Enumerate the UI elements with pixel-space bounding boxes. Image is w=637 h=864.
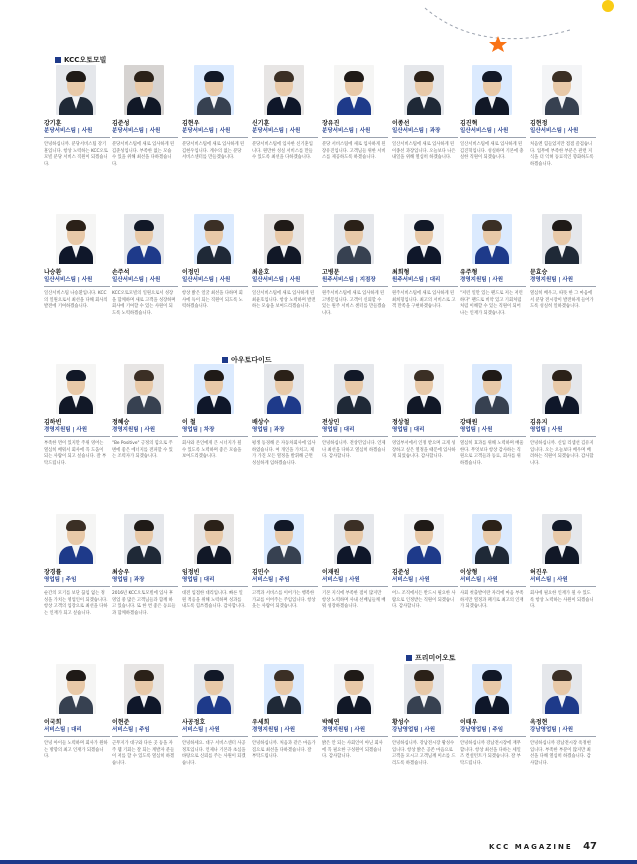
- employee-greeting: 처음엔 힘들었지만 점점 즐겁습니다. 업무에 부족한 부분은 관련 지식을 더 익혀 동료직인 향화하도록 하겠습니다.: [530, 142, 594, 167]
- dashed-arc: [425, 8, 570, 39]
- photo-hair-shape: [344, 71, 364, 82]
- photo-hair-shape: [344, 370, 364, 381]
- photo-hair-shape: [274, 220, 294, 231]
- employee-photo: [264, 65, 304, 115]
- employee-department: 일산서비스팀 | 사원: [44, 277, 110, 287]
- employee-department: 서비스팀 | 대리: [44, 727, 110, 737]
- employee-name: 이재원: [322, 569, 340, 576]
- employee-department: 분당서비스팀 | 사원: [112, 128, 178, 138]
- employee-photo: [472, 664, 512, 714]
- employee-card: [322, 664, 392, 761]
- employee-greeting: 회사에 필요한 인재가 될 수 있도록 항상 노력하는 사원이 되겠습니다.: [530, 591, 594, 610]
- photo-hair-shape: [274, 520, 294, 531]
- photo-hair-shape: [414, 370, 434, 381]
- employee-card: [322, 214, 392, 317]
- photo-hair-shape: [274, 71, 294, 82]
- employee-card: [252, 514, 322, 611]
- header-decoration: [420, 0, 637, 60]
- section-label-premier-auto: [406, 653, 456, 663]
- employee-department: 경영지원팀 | 사원: [44, 427, 110, 437]
- employee-name: 이 철: [182, 419, 196, 426]
- employee-photo: [542, 364, 582, 414]
- employee-department: 영업팀 | 사원: [460, 427, 526, 437]
- employee-photo: [334, 364, 374, 414]
- photo-hair-shape: [482, 520, 502, 531]
- photo-hair-shape: [344, 520, 364, 531]
- photo-hair-shape: [482, 670, 502, 681]
- employee-greeting: 안녕하십니까. 신입 리셉션 김유지입니다. 오는 오늘보다 배우며 배려하는 직원이 되겠습니다. 감사합니다.: [530, 441, 594, 466]
- section-marker: [222, 357, 228, 363]
- employee-greeting: "저런 일만 있는 팬드로 저는 저런하다" 팬드로 비약 있고 기회처럼 처럼 이해할 수 있는 직원이 되어 나는 인재가 되겠습니다.: [460, 291, 523, 316]
- photo-hair-shape: [414, 520, 434, 531]
- photo-hair-shape: [552, 71, 572, 82]
- employee-name: 최희형: [392, 269, 410, 276]
- employee-greeting: 안녕하십니까 강남전시장에 재무합니다. 항상 최선을 다하는 세일즈 컨설턴트가 되겠습니다. 잘 부탁드립니다.: [460, 741, 521, 766]
- employee-greeting: 일산서비스팀에 새로 입사하게 된 최윤호입니다. 항상 노력하며 발전하는 모습을 보여드리겠습니다.: [252, 291, 316, 310]
- employee-photo: [472, 514, 512, 564]
- employee-name: 이정민: [182, 269, 200, 276]
- photo-hair-shape: [66, 370, 86, 381]
- employee-department: 영업팀 | 대리: [322, 427, 388, 437]
- employee-card: [44, 65, 114, 168]
- employee-card: [460, 65, 530, 162]
- employee-photo: [124, 214, 164, 264]
- section-label-text: 프리미어오토: [415, 654, 456, 662]
- employee-name: 강태원: [460, 419, 478, 426]
- employee-photo: [542, 514, 582, 564]
- employee-card: [392, 65, 462, 162]
- employee-department: 강남영업팀 | 사원: [392, 727, 458, 737]
- employee-greeting: 어느 조직에서든 반드시 필요한 사람으로 인정받는 직원이 되겠습니다. 감사합니다.: [392, 591, 456, 610]
- employee-photo: [194, 664, 234, 714]
- photo-hair-shape: [66, 670, 86, 681]
- employee-photo: [334, 214, 374, 264]
- employee-name: 김진혁: [460, 120, 478, 127]
- employee-greeting: 항상 밝은 얼굴 최선을 다하며 회사에 득이 되는 직원이 되도록 노력하겠습니다.: [182, 291, 243, 310]
- photo-hair-shape: [134, 670, 154, 681]
- photo-hair-shape: [552, 520, 572, 531]
- employee-photo: [56, 65, 96, 115]
- employee-department: 일산서비스팀 | 사원: [182, 277, 248, 287]
- employee-photo: [334, 514, 374, 564]
- section-label-text: 아우토다이드: [231, 356, 272, 364]
- magazine-title: KCC MAGAZINE: [488, 843, 573, 851]
- employee-greeting: 사회 첫출발이란 자리에 마음 부족하지만 열정과 패기로 최고의 인재가 되겠습니다.: [460, 591, 524, 610]
- photo-hair-shape: [66, 520, 86, 531]
- employee-department: 분당서비스팀 | 사원: [44, 128, 110, 138]
- employee-name: 강기훈: [44, 120, 62, 127]
- photo-hair-shape: [134, 520, 154, 531]
- photo-hair-shape: [204, 71, 224, 82]
- employee-department: 분당서비스팀 | 사원: [252, 128, 318, 138]
- photo-hair-shape: [204, 370, 224, 381]
- employee-greeting: 분당서비스팀에 새로 입사하게 된 김준성입니다. 부족한 없는 모습 수 있을 위해 최선을 다하겠습니다.: [112, 142, 175, 167]
- employee-greeting: 순간의 모기를 보단 끊임 없는 정성을 가치는 영업인이 되겠습니다. 항상 고객의 입장으로 최선을 다하는 인재가 되고 싶습니다.: [44, 591, 108, 616]
- employee-photo: [542, 65, 582, 115]
- employee-photo: [404, 65, 444, 115]
- employee-card: [392, 214, 462, 311]
- employee-card: [252, 65, 322, 162]
- page-number: 47: [583, 841, 597, 852]
- employee-card: [112, 514, 182, 617]
- employee-photo: [264, 364, 304, 414]
- employee-greeting: 부족한 면이 있지만 주위 영어는 열심히 배워서 회사에 꼭 도움이 되는 사람이 되고 싶습니다. 잘 부탁드립니다.: [44, 441, 107, 466]
- employee-greeting: 회사와 본인에게 큰 시너지가 될 수 있도록 노력하며 좋은 모습을 보여드리겠습니다.: [182, 441, 242, 460]
- employee-card: [182, 214, 252, 311]
- photo-hair-shape: [66, 71, 86, 82]
- employee-card: [460, 664, 530, 767]
- employee-department: 분당서비스팀 | 사원: [322, 128, 388, 138]
- employee-card: [112, 65, 182, 168]
- employee-card: [530, 664, 600, 767]
- employee-name: 임정빈: [182, 569, 200, 576]
- employee-name: 최승우: [112, 569, 130, 576]
- photo-hair-shape: [552, 370, 572, 381]
- employee-greeting: "Be Positive" 긍정의 힘으로 주변에 좋은 에너지를 전파할 수 있는 조력자가 되겠습니다.: [112, 441, 173, 460]
- employee-card: [44, 214, 114, 311]
- employee-department: 강남영업팀 | 사원: [530, 727, 596, 737]
- employee-name: 김준성: [392, 569, 410, 576]
- employee-photo: [472, 65, 512, 115]
- employee-name: 이종선: [392, 120, 410, 127]
- employee-greeting: KCC오토모빌의 일원으로서 성장을 함께하며 새로 고객을 성장하며 회사에 기여할 수 있는 사원이 되도록 노력하겠습니다.: [112, 291, 176, 316]
- employee-card: [530, 65, 600, 168]
- employee-photo: [194, 514, 234, 564]
- employee-department: 원주서비스팀 | 지점장: [322, 277, 388, 287]
- employee-name: 나승환: [44, 269, 62, 276]
- employee-photo: [542, 664, 582, 714]
- employee-card: [322, 514, 392, 611]
- employee-greeting: 열심히 효과를 위해 노력하며 배울한다. 무엇보다 항상 감사하는 직원으로 고객들과 동료, 회사를 위하겠습니다.: [460, 441, 524, 466]
- employee-greeting: 안녕하세요. 대구 서비스센터 사공정호입니다. 언제나 기본과 초심을 바탕으로 신뢰를 주는 사원이 되겠습니다.: [182, 741, 246, 766]
- employee-greeting: 원주서비스팀에 새로 입사하게 된 최희형입니다. 최고의 서비스로 고객 만족을 구현하겠습니다.: [392, 291, 456, 310]
- photo-hair-shape: [414, 220, 434, 231]
- employee-name: 이상형: [460, 569, 478, 576]
- employee-name: 최윤호: [252, 269, 270, 276]
- photo-hair-shape: [204, 670, 224, 681]
- employee-name: 유주형: [460, 269, 478, 276]
- employee-department: 일산서비스팀 | 사원: [530, 128, 596, 138]
- employee-department: 일산서비스팀 | 사원: [460, 128, 526, 138]
- employee-name: 배상수: [252, 419, 270, 426]
- photo-hair-shape: [414, 71, 434, 82]
- photo-hair-shape: [482, 220, 502, 231]
- employee-photo: [56, 214, 96, 264]
- section-label-kcc-automobil: [55, 55, 106, 65]
- photo-hair-shape: [552, 220, 572, 231]
- employee-name: 우세희: [252, 719, 270, 726]
- employee-name: 황성수: [392, 719, 410, 726]
- employee-greeting: 열심히 배우고, 따뜻 한 그 마음에서 분당 전시장이 발전하게 들어가도록 성실히 일하겠습니다.: [530, 291, 594, 310]
- employee-photo: [404, 214, 444, 264]
- photo-hair-shape: [134, 370, 154, 381]
- employee-department: 영업팀 | 사원: [530, 427, 596, 437]
- employee-photo: [124, 514, 164, 564]
- section-marker: [406, 655, 412, 661]
- employee-card: [112, 214, 182, 317]
- photo-hair-shape: [344, 670, 364, 681]
- employee-name: 박혜연: [322, 719, 340, 726]
- employee-greeting: 안녕하십니까. 전상민입니다. 언제나 최선을 다하고 열심히 하겠습니다. 감사합니다.: [322, 441, 386, 460]
- employee-department: 영업팀 | 주임: [44, 577, 110, 587]
- photo-hair-shape: [134, 71, 154, 82]
- employee-greeting: 근무지가 대구와 다른 곳 등을 자주 웹 기회는 잘 되는 계발자 분들이 저를 할 수 있도록 열심히 하겠습니다.: [112, 741, 175, 766]
- employee-department: 서비스팀 | 사원: [392, 577, 458, 587]
- employee-photo: [124, 364, 164, 414]
- employee-name: 김민수: [252, 569, 270, 576]
- employee-name: 신기훈: [252, 120, 270, 127]
- employee-department: 일산서비스팀 | 사원: [252, 277, 318, 287]
- photo-hair-shape: [482, 71, 502, 82]
- employee-name: 김하빈: [44, 419, 62, 426]
- employee-name: 고병문: [322, 269, 340, 276]
- employee-photo: [404, 514, 444, 564]
- employee-photo: [264, 664, 304, 714]
- photo-hair-shape: [344, 220, 364, 231]
- section-marker: [55, 57, 61, 63]
- employee-card: [182, 364, 252, 461]
- employee-photo: [334, 65, 374, 115]
- employee-department: 영업팀 | 차장: [182, 427, 248, 437]
- photo-hair-shape: [66, 220, 86, 231]
- employee-greeting: 영업부서에서 인정 받으며 크게 성장하고 싶은 열정을 때문에 입사하게 되었습니다. 감사합니다.: [392, 441, 456, 460]
- employee-greeting: 안녕하십니까. 처음과 같은 마음가짐으로 최선을 다하겠습니다. 잘 부탁드립니다.: [252, 741, 316, 760]
- employee-name: 정혜승: [112, 419, 130, 426]
- employee-card: [182, 514, 252, 611]
- employee-card: [460, 364, 530, 467]
- employee-card: [252, 214, 322, 311]
- employee-department: 서비스팀 | 사원: [530, 577, 596, 587]
- employee-greeting: 2016년 KCC오토모빌에 입사 후 영업 중 많은 고객님들과 함께 하고 있습니다. 또 한 번 좋은 동료들과 함께하겠습니다.: [112, 591, 176, 616]
- employee-card: [44, 514, 114, 617]
- employee-greeting: 분당 서비스팀에 새로 입사하게 된 장유진입니다. 고객님들 위한 서비스를 제공하도록 하겠습니다.: [322, 142, 386, 161]
- employee-greeting: 안녕 아이들 노력하며 회사가 원하는 방향의 최고 인재가 되겠습니다.: [44, 741, 108, 760]
- employee-photo: [124, 65, 164, 115]
- employee-card: [530, 364, 600, 467]
- employee-department: 경영지원팀 | 사원: [460, 277, 526, 287]
- employee-department: 원주서비스팀 | 대리: [392, 277, 458, 287]
- employee-department: 일산서비스팀 | 과장: [392, 128, 458, 138]
- employee-photo: [56, 364, 96, 414]
- employee-card: [460, 514, 530, 611]
- employee-greeting: 대전 입점한 대리입니다. 빠른 일원 적응을 위해 노력하며 성과를 내도록 힘쓰겠습니다. 감사합니다.: [182, 591, 246, 610]
- photo-hair-shape: [552, 670, 572, 681]
- employee-photo: [56, 514, 96, 564]
- employee-card: [322, 364, 392, 461]
- lightbulb-icon: [602, 0, 614, 12]
- employee-name: 정상철: [392, 419, 410, 426]
- employee-card: [112, 364, 182, 461]
- employee-department: 영업팀 | 과장: [252, 427, 318, 437]
- photo-hair-shape: [274, 370, 294, 381]
- employee-name: 장경률: [44, 569, 62, 576]
- employee-name: 김유지: [530, 419, 548, 426]
- employee-department: 경영지원팀 | 사원: [530, 277, 596, 287]
- section-label-text: KCC오토모빌: [64, 56, 107, 64]
- employee-name: 이태우: [460, 719, 478, 726]
- employee-card: [44, 664, 114, 761]
- employee-greeting: 분당서비스팀에 입사한 신기훈입니다. 원만한 성실 서비스를 만들 수 있도록 최선을 다하겠습니다.: [252, 142, 313, 161]
- photo-hair-shape: [274, 670, 294, 681]
- employee-photo: [334, 664, 374, 714]
- employee-name: 전상민: [322, 419, 340, 426]
- employee-photo: [542, 214, 582, 264]
- employee-card: [112, 664, 182, 767]
- employee-greeting: 기본 지식에 부족한 점이 많지만 항상 노력하며 사내 선배님들께 배워 성장하겠습니다.: [322, 591, 386, 610]
- employee-name: 김준성: [112, 120, 130, 127]
- employee-department: 경영지원팀 | 사원: [322, 727, 388, 737]
- employee-department: 경영지원팀 | 사원: [112, 427, 178, 437]
- employee-photo: [404, 364, 444, 414]
- employee-department: 경영지원팀 | 사원: [252, 727, 318, 737]
- employee-photo: [194, 65, 234, 115]
- employee-department: 영업팀 | 대리: [392, 427, 458, 437]
- employee-greeting: 일산서비스팀에 새로 입사하게 된 김진혁입니다. 성실하며 기본에 충실한 직원이 되겠습니다.: [460, 142, 524, 161]
- employee-department: 서비스팀 | 사원: [182, 727, 248, 737]
- employee-department: 영업팀 | 과장: [112, 577, 178, 587]
- employee-greeting: 일산서비스팀 나승환입니다. KCC의 일원으로서 최선을 다해 회사의 발전에 기여하겠습니다.: [44, 291, 108, 310]
- employee-photo: [194, 214, 234, 264]
- employee-photo: [472, 214, 512, 264]
- employee-name: 옥정현: [530, 719, 548, 726]
- employee-department: 강남영업팀 | 주임: [460, 727, 526, 737]
- employee-name: 김현우: [182, 120, 200, 127]
- employee-card: [252, 664, 322, 761]
- employee-name: 이현준: [112, 719, 130, 726]
- employee-photo: [472, 364, 512, 414]
- employee-name: 문효승: [530, 269, 548, 276]
- employee-photo: [264, 214, 304, 264]
- employee-department: 서비스팀 | 사원: [460, 577, 526, 587]
- star-icon: [489, 36, 507, 52]
- photo-hair-shape: [204, 220, 224, 231]
- employee-card: [182, 65, 252, 162]
- employee-department: 일산서비스팀 | 사원: [112, 277, 178, 287]
- employee-greeting: 안녕하십니까. 분당서비스팀 강기훈입니다. 항상 노력하는 KCC오토모빌 분당 서비스 직원이 되겠습니다.: [44, 142, 108, 167]
- employee-photo: [56, 664, 96, 714]
- bottom-bar: [0, 860, 637, 864]
- employee-greeting: 안녕하십니까. 강남전시장 황성수입니다. 항상 밝은 공존 마음으로 고객을 모시고 고객님께 미소를 드리도록 하겠습니다.: [392, 741, 456, 766]
- page-footer: [489, 841, 597, 852]
- employee-card: [252, 364, 322, 467]
- employee-card: [530, 514, 600, 611]
- employee-greeting: 고객과 서비스를 이어가는 행복한 가교를 이어주는 주임입니다. 항상 웃는 사람이 되겠습니다.: [252, 591, 316, 610]
- employee-department: 분당서비스팀 | 사원: [182, 128, 248, 138]
- employee-card: [44, 364, 114, 467]
- employee-name: 허진우: [530, 569, 548, 576]
- employee-photo: [264, 514, 304, 564]
- employee-name: 손주석: [112, 269, 130, 276]
- photo-hair-shape: [414, 670, 434, 681]
- employee-photo: [124, 664, 164, 714]
- employee-greeting: 평생 동경해 온 자동차회사에 입사하였습니다. 여 개인을 가치고, 제가 가진 모든 열정을 발휘해 근면 성실하게 임하겠습니다.: [252, 441, 316, 466]
- employee-greeting: 안녕하십니까 강남전시장 옥정현 입니다. 부족한 부분이 많지만 최선을 다해 열심히 하겠습니다. 감사합니다.: [530, 741, 591, 766]
- employee-name: 김현정: [530, 120, 548, 127]
- employee-department: 서비스팀 | 주임: [112, 727, 178, 737]
- employee-name: 장유진: [322, 120, 340, 127]
- employee-photo: [194, 364, 234, 414]
- employee-card: [392, 514, 462, 611]
- photo-hair-shape: [134, 220, 154, 231]
- employee-card: [392, 364, 462, 461]
- employee-department: 서비스팀 | 주임: [252, 577, 318, 587]
- employee-greeting: 일산서비스팀에 새로 입사하게 된 이종선 과장입니다. 오늘보다 나은 내일을 위해 열심히 하겠습니다.: [392, 142, 456, 161]
- employee-greeting: 밝은 안 되는 사회인이 아닌 회사에 꼭 필요한 구성원이 되겠습니다. 감사합니다.: [322, 741, 383, 760]
- employee-name: 이국희: [44, 719, 62, 726]
- employee-card: [322, 65, 392, 162]
- employee-greeting: 분당서비스팀에 새로 입사하게 된 김현우입니다. 계수의 없는 분당 서비스센터를 만들겠습니다.: [182, 142, 245, 161]
- employee-card: [182, 664, 252, 767]
- employee-card: [392, 664, 462, 767]
- employee-card: [530, 214, 600, 311]
- employee-card: [460, 214, 530, 317]
- photo-hair-shape: [482, 370, 502, 381]
- employee-photo: [404, 664, 444, 714]
- employee-department: 영업팀 | 대리: [182, 577, 248, 587]
- photo-hair-shape: [204, 520, 224, 531]
- employee-greeting: 원주서비스팀에 새로 입사하게 된 고병문입니다. 고객이 신뢰할 수 있는 원주 서비스 센터를 만들겠습니다.: [322, 291, 386, 316]
- employee-department: 서비스팀 | 사원: [322, 577, 388, 587]
- employee-name: 사공정호: [182, 719, 206, 726]
